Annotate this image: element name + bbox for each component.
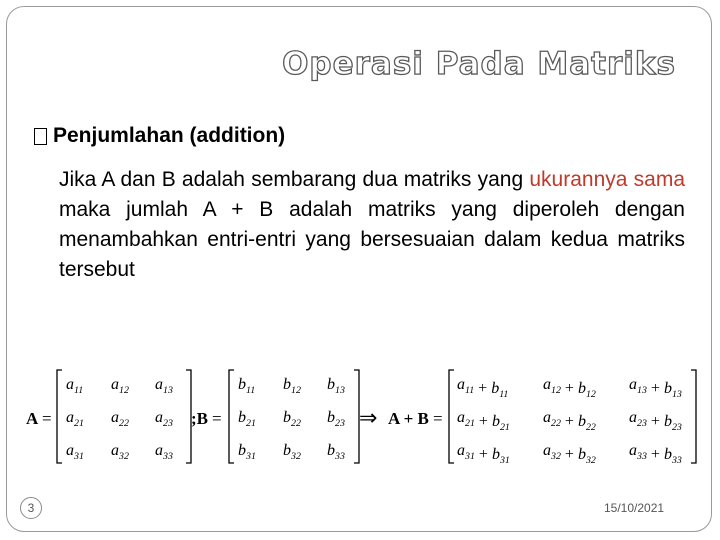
matrix-entry: $a_{33}$ <box>155 442 173 462</box>
sum-left-bracket <box>449 370 454 463</box>
matrix-entry: $b_{32}$ <box>283 442 301 462</box>
matrix-entry: $b_{13}$ <box>327 376 345 396</box>
bullet-heading-row <box>34 124 285 148</box>
sum-right-bracket <box>691 370 696 463</box>
matrix-entry: $a_{13}$ <box>155 376 173 396</box>
matrix-entry: $a_{21}$ <box>66 409 84 429</box>
A-label: A <box>26 409 39 428</box>
matrix-entry: $a_{32} + b_{32}$ <box>543 442 596 466</box>
bullet-icon <box>34 128 47 145</box>
implies-arrow: ⇒ <box>359 405 378 430</box>
B-matrix-entries <box>238 376 345 462</box>
slide-date: 15/10/2021 <box>604 501 665 515</box>
para-text-2: maka jumlah A + B adalah matriks yang diperoleh dengan menambahkan entri-entri yang bersesuaian dalam kedua matriks tersebut <box>59 198 685 281</box>
B-label: ;B <box>191 409 208 428</box>
matrix-entry: $a_{22} + b_{22}$ <box>543 409 596 433</box>
eq-sign-3: = <box>433 409 443 428</box>
B-left-bracket <box>229 370 234 463</box>
matrix-entry: $b_{11}$ <box>238 376 256 396</box>
definition-paragraph <box>59 165 685 285</box>
matrix-entry: $b_{21}$ <box>238 409 256 429</box>
matrix-entry: $b_{33}$ <box>327 442 345 462</box>
matrix-entry: $a_{21} + b_{21}$ <box>457 409 510 433</box>
matrix-entry: $a_{12}$ <box>111 376 129 396</box>
matrix-entry: $a_{31}$ <box>66 442 84 462</box>
matrix-formula <box>0 362 720 472</box>
sum-matrix-entries <box>457 376 682 466</box>
matrix-entry: $a_{31} + b_{31}$ <box>457 442 510 466</box>
slide-title: Operasi Pada Matriks <box>282 46 676 82</box>
matrix-entry: $a_{13} + b_{13}$ <box>629 376 682 400</box>
bullet-heading: Penjumlahan (addition) <box>53 124 286 147</box>
A-left-bracket <box>57 370 62 463</box>
matrix-entry: $a_{11}$ <box>66 376 84 396</box>
eq-sign-1: = <box>42 409 52 428</box>
matrix-entry: $b_{22}$ <box>283 409 301 429</box>
para-text-1: Jika A dan B adalah sembarang dua matriks yang <box>59 168 530 191</box>
matrix-entry: $b_{12}$ <box>283 376 301 396</box>
page-number: 3 <box>20 497 42 519</box>
matrix-entry: $a_{23} + b_{23}$ <box>629 409 682 433</box>
matrix-entry: $a_{22}$ <box>111 409 129 429</box>
matrix-entry: $a_{33} + b_{33}$ <box>629 442 682 466</box>
matrix-entry: $b_{23}$ <box>327 409 345 429</box>
matrix-entry: $a_{32}$ <box>111 442 129 462</box>
para-highlight: ukurannya sama <box>529 168 685 191</box>
matrix-entry: $a_{12} + b_{12}$ <box>543 376 596 400</box>
A-matrix-entries <box>66 376 173 462</box>
sum-label: A + B <box>388 409 429 428</box>
matrix-entry: $a_{11} + b_{11}$ <box>457 376 509 400</box>
eq-sign-2: = <box>212 409 222 428</box>
matrix-entry: $b_{31}$ <box>238 442 256 462</box>
matrix-entry: $a_{23}$ <box>155 409 173 429</box>
